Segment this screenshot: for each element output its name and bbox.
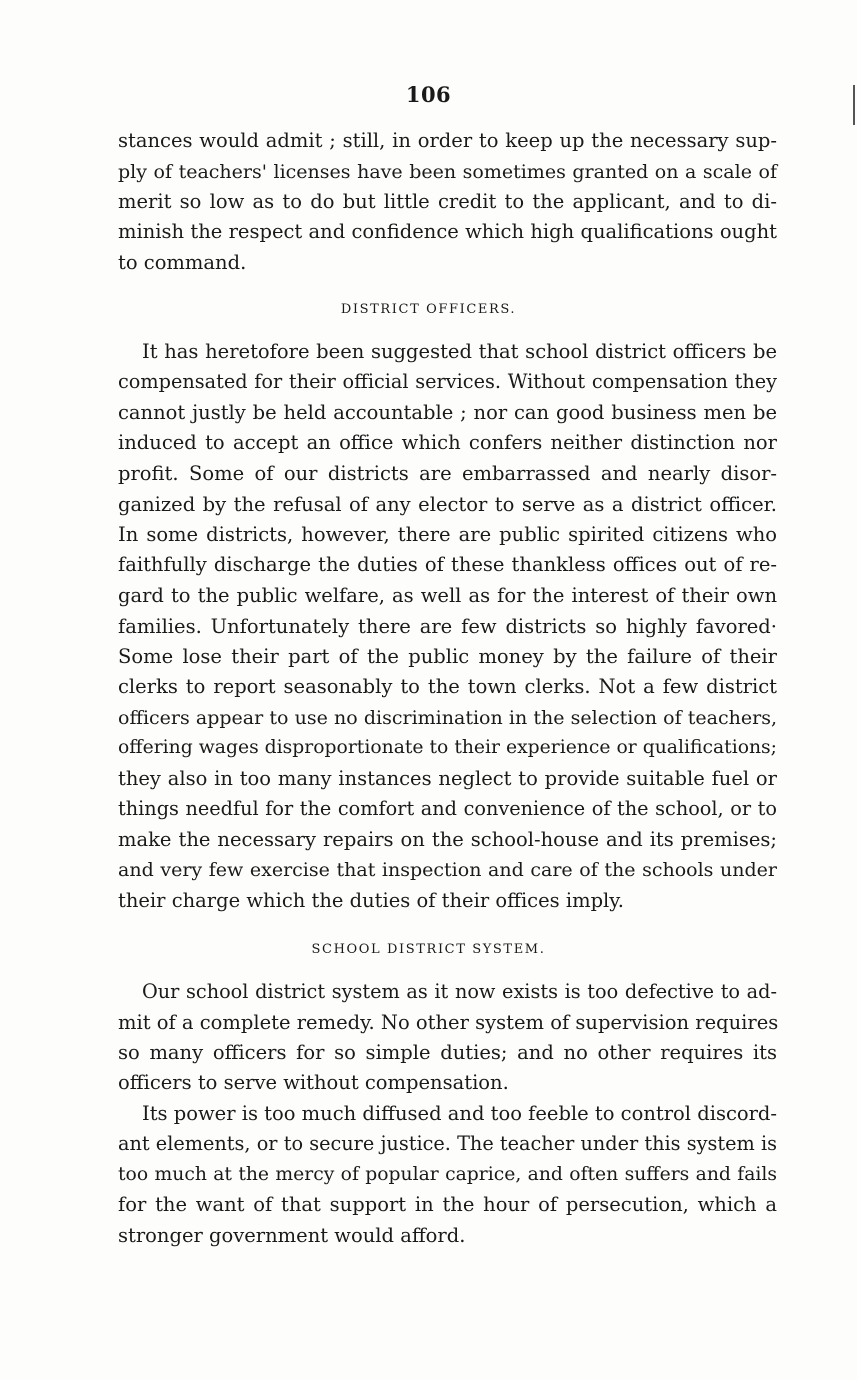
- paragraph-2-line: make the necessary repairs on the school-house and its premises;: [118, 828, 777, 851]
- paragraph-3-line: mit of a complete remedy. No other system of supervision requires: [118, 1011, 779, 1034]
- paragraph-1-line: minish the respect and confidence which high qualifications ought: [118, 220, 777, 243]
- paragraph-4-line: stronger government would afford.: [118, 1224, 466, 1247]
- paragraph-4-line: too much at the mercy of popular caprice, and often suffers and fails: [118, 1164, 777, 1185]
- paragraph-2-line: cannot justly be held accountable ; nor can good business men be: [118, 401, 777, 424]
- paragraph-1-line: ply of teachers' licenses have been sometimes granted on a scale of: [118, 161, 777, 183]
- paragraph-2-line: things needful for the comfort and convenience of the school, or to: [118, 797, 777, 820]
- paragraph-2-line: and very few exercise that inspection and care of the schools under: [118, 859, 777, 881]
- paragraph-4-line: Its power is too much diffused and too feeble to control discord-: [142, 1102, 778, 1125]
- paragraph-2-line: compensated for their official services. Without compensation they: [118, 370, 777, 393]
- paragraph-3-line: Our school district system as it now exists is too defective to ad-: [142, 980, 777, 1003]
- paragraph-2-line: clerks to report seasonably to the town clerks. Not a few district: [118, 675, 777, 698]
- paragraph-2-line: induced to accept an office which confers neither distinction nor: [118, 431, 777, 454]
- section-heading-district-officers: DISTRICT OFFICERS.: [340, 302, 517, 317]
- paragraph-2-line: Some lose their part of the public money by the failure of their: [118, 645, 777, 668]
- paragraph-3-line: officers to serve without compensation.: [118, 1071, 509, 1094]
- paragraph-1-line: stances would admit ; still, in order to keep up the necessary sup-: [118, 129, 777, 152]
- paragraph-2-line: offering wages disproportionate to their experience or qualifications;: [118, 737, 777, 758]
- paragraph-4-line: ant elements, or to secure justice. The teacher under this system is: [118, 1132, 777, 1155]
- paragraph-2-line: their charge which the duties of their offices imply.: [118, 889, 624, 912]
- paragraph-1-line: merit so low as to do but little credit to the applicant, and to di-: [118, 190, 777, 213]
- page-number: 106: [405, 82, 452, 107]
- paragraph-2-line: they also in too many instances neglect to provide suitable fuel or: [118, 767, 777, 790]
- paragraph-3-line: so many officers for so simple duties; and no other requires its: [118, 1041, 777, 1064]
- paragraph-2-line: faithfully discharge the duties of these thankless offices out of re-: [118, 553, 777, 576]
- paragraph-2-line: profit. Some of our districts are embarrassed and nearly disor-: [118, 462, 777, 485]
- paragraph-2-line: It has heretofore been suggested that school district officers be: [142, 340, 777, 363]
- paragraph-2-line: ganized by the refusal of any elector to serve as a district officer.: [118, 493, 777, 516]
- paragraph-2-line: families. Unfortunately there are few districts so highly favored·: [118, 615, 777, 638]
- paragraph-4-line: for the want of that support in the hour of persecution, which a: [118, 1193, 777, 1216]
- paragraph-1-line: to command.: [118, 251, 247, 274]
- paragraph-2-line: gard to the public welfare, as well as for the interest of their own: [118, 584, 777, 607]
- section-heading-school-district-system: SCHOOL DISTRICT SYSTEM.: [311, 942, 546, 957]
- paragraph-2-line: In some districts, however, there are public spirited citizens who: [118, 523, 777, 546]
- paragraph-2-line: officers appear to use no discrimination in the selection of teachers,: [118, 707, 777, 729]
